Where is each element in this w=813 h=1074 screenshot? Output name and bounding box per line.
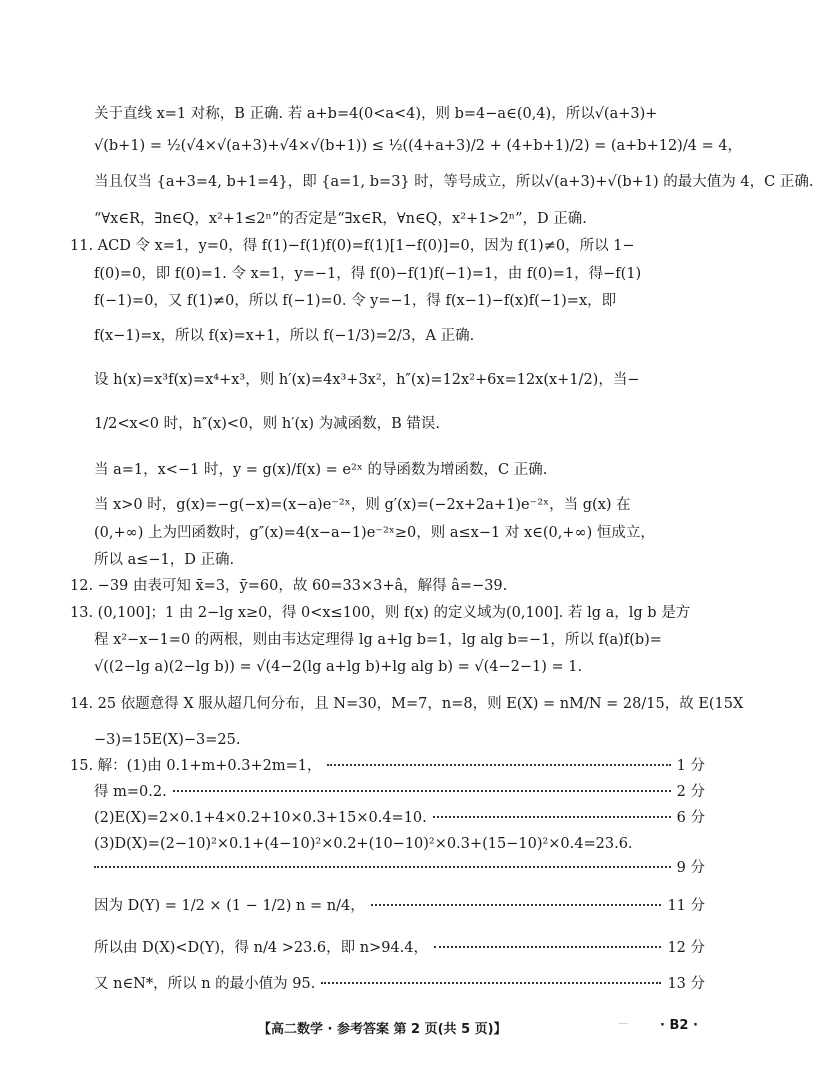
q11-line-10: 所以 a≤−1，D 正确. — [94, 552, 235, 568]
q10-line-3: 当且仅当 {a+3=4, b+1=4}，即 {a=1, b=3} 时，等号成立，所以√(a+3)+√(b+1) 的最大值为 4，C 正确. — [94, 174, 813, 190]
dot-leader — [433, 816, 671, 818]
q14-line-1: 14. 25 依题意得 X 服从超几何分布，且 N=30，M=7，n=8，则 E(X) = nM/N = 28/15，故 E(15X — [70, 696, 744, 712]
dot-leader — [327, 764, 670, 766]
score-points: 9 分 — [676, 860, 705, 876]
q11-line-2: f(0)=0，即 f(0)=1. 令 x=1，y=−1，得 f(0)−f(1)f(−1)=1，由 f(0)=1，得−f(1) — [94, 266, 642, 282]
q11-line-1: 11. ACD 令 x=1，y=0，得 f(1)−f(1)f(0)=f(1)[1−f(0)]=0，因为 f(1)≠0，所以 1− — [70, 238, 635, 254]
q10-line-2: √(b+1) = ½(√4×√(a+3)+√4×√(b+1)) ≤ ½((4+a+3)/2 + (4+b+1)/2) = (a+b+12)/4 = 4， — [94, 138, 743, 154]
q14-line-2: −3)=15E(X)−3=25. — [94, 732, 241, 748]
q15-step-7 — [94, 974, 705, 994]
dot-leader — [434, 946, 661, 948]
dot-leader — [321, 982, 661, 984]
dot-leader — [371, 904, 662, 906]
q11-line-5: 设 h(x)=x³f(x)=x⁴+x³，则 h′(x)=4x³+3x²，h″(x)=12x²+6x=12x(x+1/2)，当− — [94, 372, 640, 388]
q10-line-1: 关于直线 x=1 对称，B 正确. 若 a+b=4(0<a<4)，则 b=4−a∈(0,4)，所以√(a+3)+ — [94, 106, 658, 122]
q15-step-1 — [70, 756, 705, 776]
page-footer — [0, 1018, 765, 1038]
q11-line-7: 当 a=1，x<−1 时，y = g(x)/f(x) = e²ˣ 的导函数为增函数，C 正确. — [94, 462, 548, 478]
q10-line-4: “∀x∈R，∃n∈Q，x²+1≤2ⁿ”的否定是“∃x∈R，∀n∈Q，x²+1>2ⁿ”，D 正确. — [94, 211, 587, 227]
score-points: 2 分 — [676, 784, 705, 800]
q11-line-4: f(x−1)=x，所以 f(x)=x+1，所以 f(−1/3)=2/3，A 正确. — [94, 328, 475, 344]
score-points: 12 分 — [667, 940, 705, 956]
score-points: 6 分 — [676, 810, 705, 826]
q11-line-9: (0,+∞) 上为凹函数时，g″(x)=4(x−a−1)e⁻²ˣ≥0，则 a≤x−1 对 x∈(0,+∞) 恒成立， — [94, 525, 655, 541]
q13-line-3: √((2−lg a)(2−lg b)) = √(4−2(lg a+lg b)+lg alg b) = √(4−2−1) = 1. — [94, 659, 583, 675]
q15-step-4: (3)D(X)=(2−10)²×0.1+(4−10)²×0.2+(10−10)²×0.3+(15−10)²×0.4=23.6. — [94, 836, 633, 852]
q15-step-4-score — [94, 858, 705, 878]
step-text: 得 m=0.2. — [94, 784, 167, 800]
q11-line-6: 1/2<x<0 时，h″(x)<0，则 h′(x) 为减函数，B 错误. — [94, 416, 440, 432]
q15-step-6 — [94, 938, 705, 958]
footer-code: · B2 · — [660, 1018, 698, 1033]
q13-line-1: 13. (0,100]；1 由 2−lg x≥0，得 0<x≤100，则 f(x) 的定义域为(0,100]. 若 lg a，lg b 是方 — [70, 605, 691, 621]
q15-step-5 — [94, 896, 705, 916]
dot-leader — [173, 790, 671, 792]
step-text: 又 n∈N*，所以 n 的最小值为 95. — [94, 976, 316, 992]
footer-title: 【高二数学 · 参考答案 第 2 页(共 5 页)】 — [258, 1022, 507, 1037]
step-text: 因为 D(Y) = 1/2 × (1 − 1/2) n = n/4， — [94, 898, 365, 914]
q15-step-2 — [94, 782, 705, 802]
q12-line: 12. −39 由表可知 x̄=3，ȳ=60，故 60=33×3+â，解得 â=−39. — [70, 578, 508, 594]
q11-line-3: f(−1)=0，又 f(1)≠0，所以 f(−1)=0. 令 y=−1，得 f(x−1)−f(x)f(−1)=x，即 — [94, 293, 617, 309]
step-text: (2)E(X)=2×0.1+4×0.2+10×0.3+15×0.4=10. — [94, 810, 427, 826]
score-points: 11 分 — [667, 898, 705, 914]
q11-line-8: 当 x>0 时，g(x)=−g(−x)=(x−a)e⁻²ˣ，则 g′(x)=(−2x+2a+1)e⁻²ˣ，当 g(x) 在 — [94, 497, 631, 513]
step-text: 所以由 D(X)<D(Y)，得 n/4 >23.6，即 n>94.4， — [94, 940, 429, 956]
q13-line-2: 程 x²−x−1=0 的两根，则由韦达定理得 lg a+lg b=1，lg alg b=−1，所以 f(a)f(b)= — [94, 632, 662, 648]
score-points: 13 分 — [667, 976, 705, 992]
dot-leader — [94, 866, 671, 868]
step-text: 15. 解：(1)由 0.1+m+0.3+2m=1， — [70, 758, 322, 774]
score-points: 1 分 — [676, 758, 705, 774]
q15-step-3 — [94, 808, 705, 828]
footer-mark: — — [618, 1018, 628, 1029]
